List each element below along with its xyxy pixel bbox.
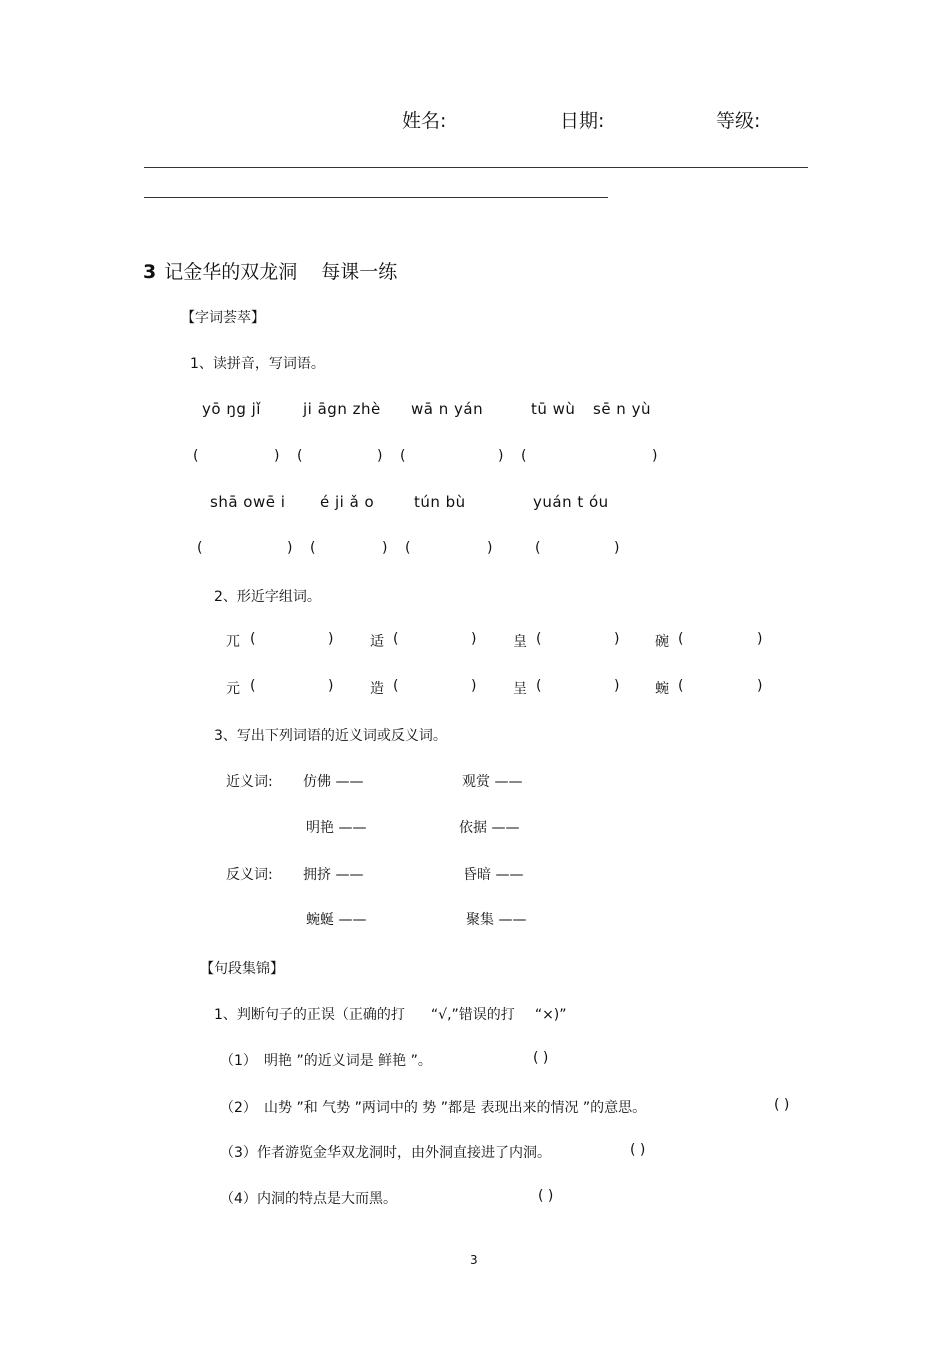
judge-item-text: 明艳 ”的近义词是 鲜艳 ”。	[264, 1053, 432, 1069]
answer-paren: (	[393, 678, 399, 694]
answer-paren: )	[274, 448, 280, 464]
similar-char: 元	[226, 681, 240, 697]
antonym-word: 蜿蜒 ——	[306, 912, 367, 928]
answer-paren: (	[193, 448, 199, 464]
answer-paren: (	[678, 631, 684, 647]
synonym-label: 近义词:	[226, 774, 273, 790]
answer-paren: (	[297, 448, 303, 464]
pinyin-word: shā owē i	[210, 493, 286, 511]
section-heading-words: 【字词荟萃】	[181, 310, 265, 326]
answer-paren: )	[614, 678, 620, 694]
synonym-word: 仿佛 ——	[303, 774, 364, 790]
similar-char: 蜿	[655, 681, 669, 697]
pinyin-word: tún bù	[414, 493, 466, 511]
q2-prompt: 2、形近字组词。	[214, 589, 321, 605]
answer-paren: (	[405, 540, 411, 556]
date-label: 日期:	[560, 110, 605, 132]
answer-paren: )	[328, 631, 334, 647]
judge-item-number: （1）	[220, 1053, 257, 1069]
pinyin-word: yō ŋg jǐ	[202, 400, 261, 418]
answer-paren: )	[471, 678, 477, 694]
answer-paren: ( )	[774, 1097, 790, 1113]
answer-paren: (	[393, 631, 399, 647]
judge-item-number: （3）	[220, 1145, 257, 1161]
judge-item-number: （4）	[220, 1191, 257, 1207]
answer-paren: )	[377, 448, 383, 464]
answer-paren: (	[521, 448, 527, 464]
similar-char: 碗	[655, 634, 669, 650]
header-rule-short	[144, 197, 608, 198]
answer-paren: (	[400, 448, 406, 464]
page-number: 3	[470, 1253, 478, 1267]
answer-paren: )	[498, 448, 504, 464]
antonym-label: 反义词:	[226, 867, 273, 883]
pinyin-word: yuán t óu	[533, 493, 609, 511]
header-rule-long	[144, 167, 808, 168]
answer-paren: (	[535, 540, 541, 556]
answer-paren: ( )	[630, 1142, 646, 1158]
antonym-word: 拥挤 ——	[303, 867, 364, 883]
antonym-word: 昏暗 ——	[463, 867, 524, 883]
similar-char: 兀	[226, 634, 240, 650]
answer-paren: )	[614, 540, 620, 556]
section-heading-sentences: 【句段集锦】	[200, 961, 284, 977]
answer-paren: (	[250, 678, 256, 694]
similar-char: 皇	[513, 634, 527, 650]
answer-paren: )	[614, 631, 620, 647]
judge-prompt-b: “√,”错误的打	[430, 1007, 515, 1023]
judge-prompt	[214, 1004, 567, 1024]
answer-paren: )	[757, 678, 763, 694]
answer-paren: )	[328, 678, 334, 694]
similar-char: 造	[370, 681, 384, 697]
answer-paren: )	[287, 540, 293, 556]
synonym-word: 明艳 ——	[306, 820, 367, 836]
answer-paren: ( )	[538, 1188, 554, 1204]
lesson-name: 记金华的双龙洞	[164, 261, 298, 283]
similar-char: 呈	[513, 681, 527, 697]
q1-prompt: 1、读拼音，写词语。	[190, 356, 325, 372]
judge-item-text: 作者游览金华双龙洞时，由外洞直接进了内洞。	[257, 1145, 551, 1161]
judge-prompt-c: “×)”	[534, 1007, 567, 1023]
pinyin-word: sē n yù	[593, 400, 651, 418]
lesson-number: 3	[143, 261, 157, 283]
pinyin-word: tū wù	[531, 400, 576, 418]
synonym-word: 依据 ——	[459, 820, 520, 836]
answer-paren: (	[536, 678, 542, 694]
synonym-word: 观赏 ——	[462, 774, 523, 790]
answer-paren: (	[678, 678, 684, 694]
antonym-word: 聚集 ——	[466, 912, 527, 928]
lesson-title	[143, 257, 397, 284]
answer-paren: (	[310, 540, 316, 556]
answer-paren: )	[757, 631, 763, 647]
answer-paren: (	[250, 631, 256, 647]
answer-paren: (	[197, 540, 203, 556]
q3-prompt: 3、写出下列词语的近义词或反义词。	[214, 728, 447, 744]
answer-paren: )	[487, 540, 493, 556]
name-label: 姓名:	[402, 110, 447, 132]
judge-item-text: 内洞的特点是大而黑。	[257, 1191, 397, 1207]
lesson-subtitle: 每课一练	[321, 261, 398, 283]
answer-paren: )	[471, 631, 477, 647]
judge-item-number: （2）	[220, 1100, 257, 1116]
answer-paren: (	[536, 631, 542, 647]
judge-item-text: 山势 ”和 气势 ”两词中的 势 ”都是 表现出来的情况 ”的意思。	[264, 1100, 647, 1116]
answer-paren: )	[382, 540, 388, 556]
judge-prompt-a: 1、判断句子的正误（正确的打	[214, 1007, 405, 1023]
pinyin-word: é ji ǎ o	[320, 493, 375, 511]
similar-char: 适	[370, 634, 384, 650]
pinyin-word: wā n yán	[411, 400, 484, 418]
answer-paren: ( )	[533, 1050, 549, 1066]
answer-paren: )	[652, 448, 658, 464]
pinyin-word: ji āgn zhè	[303, 400, 381, 418]
grade-label: 等级:	[716, 110, 761, 132]
